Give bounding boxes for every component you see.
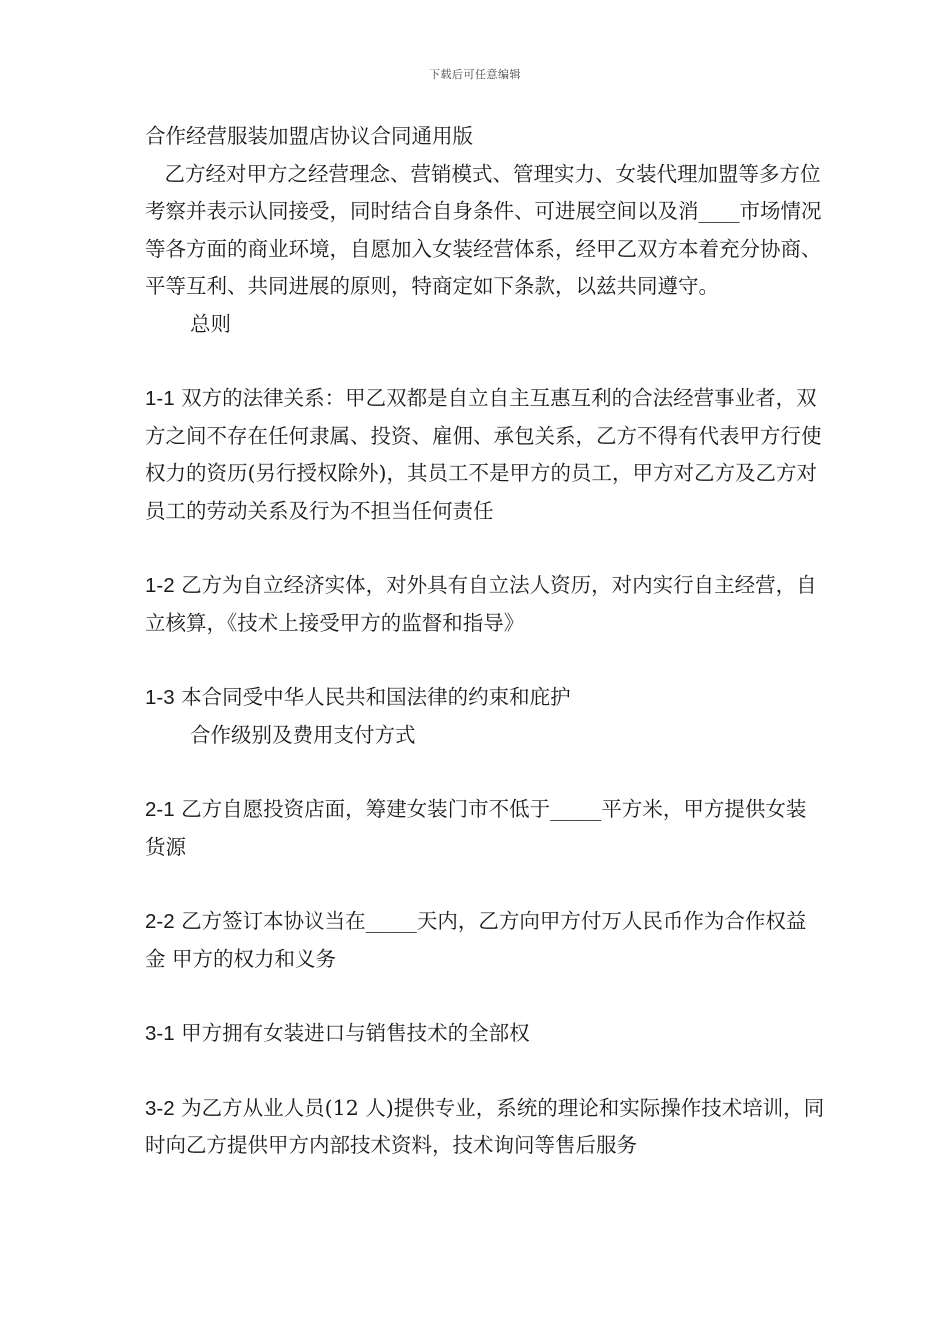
intro-paragraph: 乙方经对甲方之经营理念、营销模式、管理实力、女装代理加盟等多方位考察并表示认同接受，同时结合自身条件、可进展空间以及消____市场情况等各方面的商业环境，自愿加入女装经营体系，经甲乙双方本着充分协商、平等互利、共同进展的原则，特商定如下条款，以兹共同遵守。 <box>145 161 822 298</box>
clause-1-3 <box>145 679 825 717</box>
clause-2-2 <box>145 903 825 978</box>
clause-text: 本合同受中华人民共和国法律的约束和庇护 <box>181 685 571 709</box>
header-note: 下载后可任意编辑 <box>429 68 521 81</box>
clause-3-2 <box>145 1090 825 1165</box>
clause-number: 1-1 <box>145 387 175 410</box>
clause-number: 2-1 <box>145 798 175 821</box>
section-heading-general: 总则 <box>190 311 231 336</box>
clause-number: 3-2 <box>145 1096 175 1120</box>
clause-number: 3-1 <box>145 1022 175 1045</box>
clause-text: 为乙方从业人员(12 人)提供专业，系统的理论和实际操作技术培训，同时向乙方提供甲方内部技术资料，技术询问等售后服务 <box>145 1095 825 1157</box>
document-title: 合作经营服装加盟店协议合同通用版 <box>145 124 473 148</box>
clause-3-1 <box>145 1015 825 1053</box>
clause-text: 乙方签订本协议当在_____天内，乙方向甲方付万人民币作为合作权益金 甲方的权力和义务 <box>145 909 807 971</box>
clause-text: 乙方为自立经济实体，对外具有自立法人资历，对内实行自主经营，自立核算，《技术上接受甲方的监督和指导》 <box>145 573 817 635</box>
clause-2-1 <box>145 791 825 866</box>
clause-number: 2-2 <box>145 910 175 933</box>
document-body <box>145 118 825 1165</box>
section-heading-cooperation: 合作级别及费用支付方式 <box>190 722 416 747</box>
clause-text: 双方的法律关系：甲乙双都是自立自主互惠互利的合法经营事业者，双方之间不存在任何隶属、投资、雇佣、承包关系，乙方不得有代表甲方行使权力的资历(另行授权除外)，其员工不是甲方的员工，甲方对乙方及乙方对员工的劳动关系及行为不担当任何责任 <box>145 386 822 523</box>
clause-1-1 <box>145 380 825 530</box>
clause-text: 甲方拥有女装进口与销售技术的全部权 <box>181 1021 530 1045</box>
clause-number: 1-3 <box>145 686 175 709</box>
clause-number: 1-2 <box>145 574 175 597</box>
clause-text: 乙方自愿投资店面，筹建女装门市不低于_____平方米，甲方提供女装货源 <box>145 797 807 859</box>
clause-1-2 <box>145 567 825 642</box>
